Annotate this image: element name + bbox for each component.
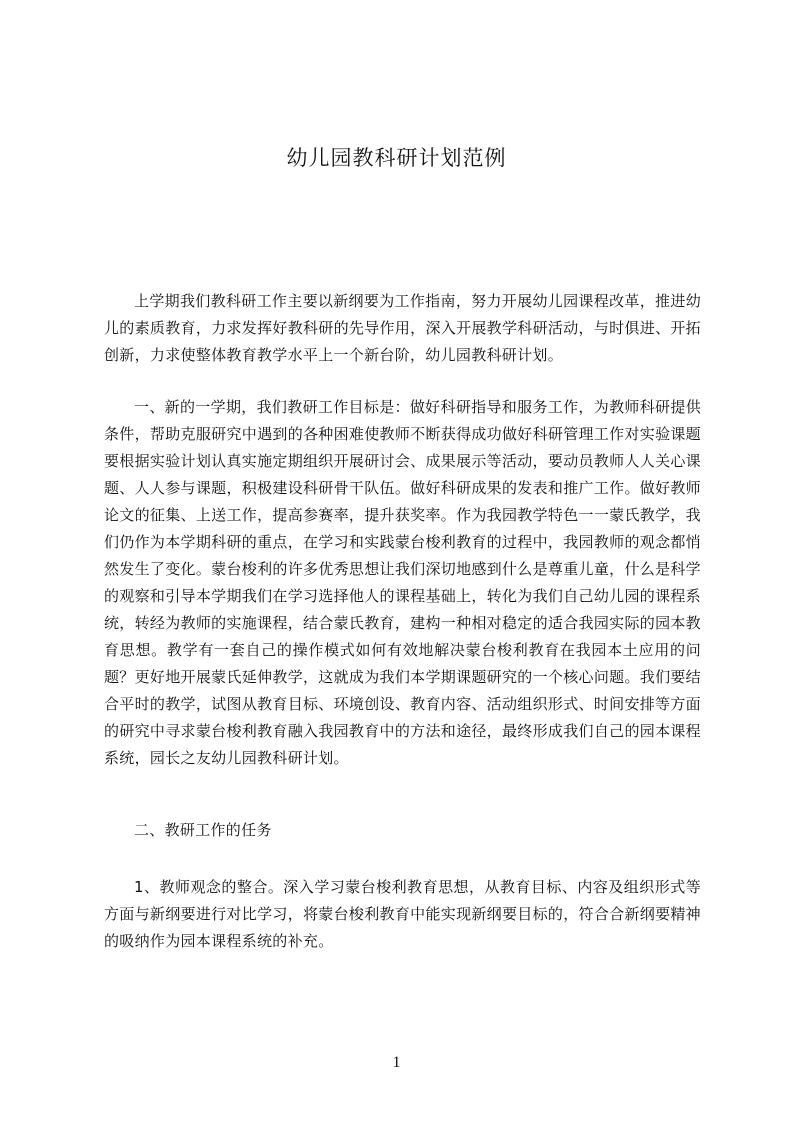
item-one-paragraph: 1、教师观念的整合。深入学习蒙台梭利教育思想，从教育目标、内容及组织形式等方面与新纲要进行对比学习，将蒙台梭利教育中能实现新纲要目标的，符合合新纲要精神的吸纳作为园本课程系统的补充。 [104, 878, 701, 950]
document-title: 幼儿园教科研计划范例 [286, 146, 507, 170]
intro-paragraph: 上学期我们教科研工作主要以新纲要为工作指南，努力开展幼儿园课程改革，推进幼儿的素质教育，力求发挥好教科研的先导作用，深入开展教学科研活动，与时俱进、开拓创新，力求使整体教育教学水平上一个新台阶，幼儿园教科研计划。 [104, 292, 701, 364]
section-two-heading: 二、教研工作的任务 [134, 821, 272, 839]
section-one-paragraph: 一、新的一学期，我们教研工作目标是：做好科研指导和服务工作，为教师科研提供条件，帮助克服研究中遇到的各种困难使教师不断获得成功做好科研管理工作对实验课题要根据实验计划认真实施定期组织开展研讨会、成果展示等活动，要动员教师人人关心课题、人人参与课题，积极建设科研骨干队伍。做好科研成果的发表和推广工作。做好教师论文的征集、上送工作，提高参赛率，提升获奖率。作为我园教学特色一一蒙氏教学，我们仍作为本学期科研的重点，在学习和实践蒙台梭利教育的过程中，我园教师的观念都悄然发生了变化。蒙台梭利的许多优秀思想让我们深切地感到什么是尊重儿童，什么是科学的观察和引导本学期我们在学习选择他人的课程基础上，转化为我们自己幼儿园的课程系统，转经为教师的实施课程，结合蒙氏教育，建构一种相对稳定的适合我园实际的园本教育思想。教学有一套自己的操作模式如何有效地解决蒙台梭利教育在我园本土应用的问题？更好地开展蒙氏延伸教学，这就成为我们本学期课题研究的一个核心问题。我们要结合平时的教学，试图从教育目标、环境创设、教育内容、活动组织形式、时间安排等方面的研究中寻求蒙台梭利教育融入我园教育中的方法和途径，最终形成我们自己的园本课程系统，园长之友幼儿园教科研计划。 [104, 398, 701, 767]
page-number: 1 [392, 1054, 401, 1071]
